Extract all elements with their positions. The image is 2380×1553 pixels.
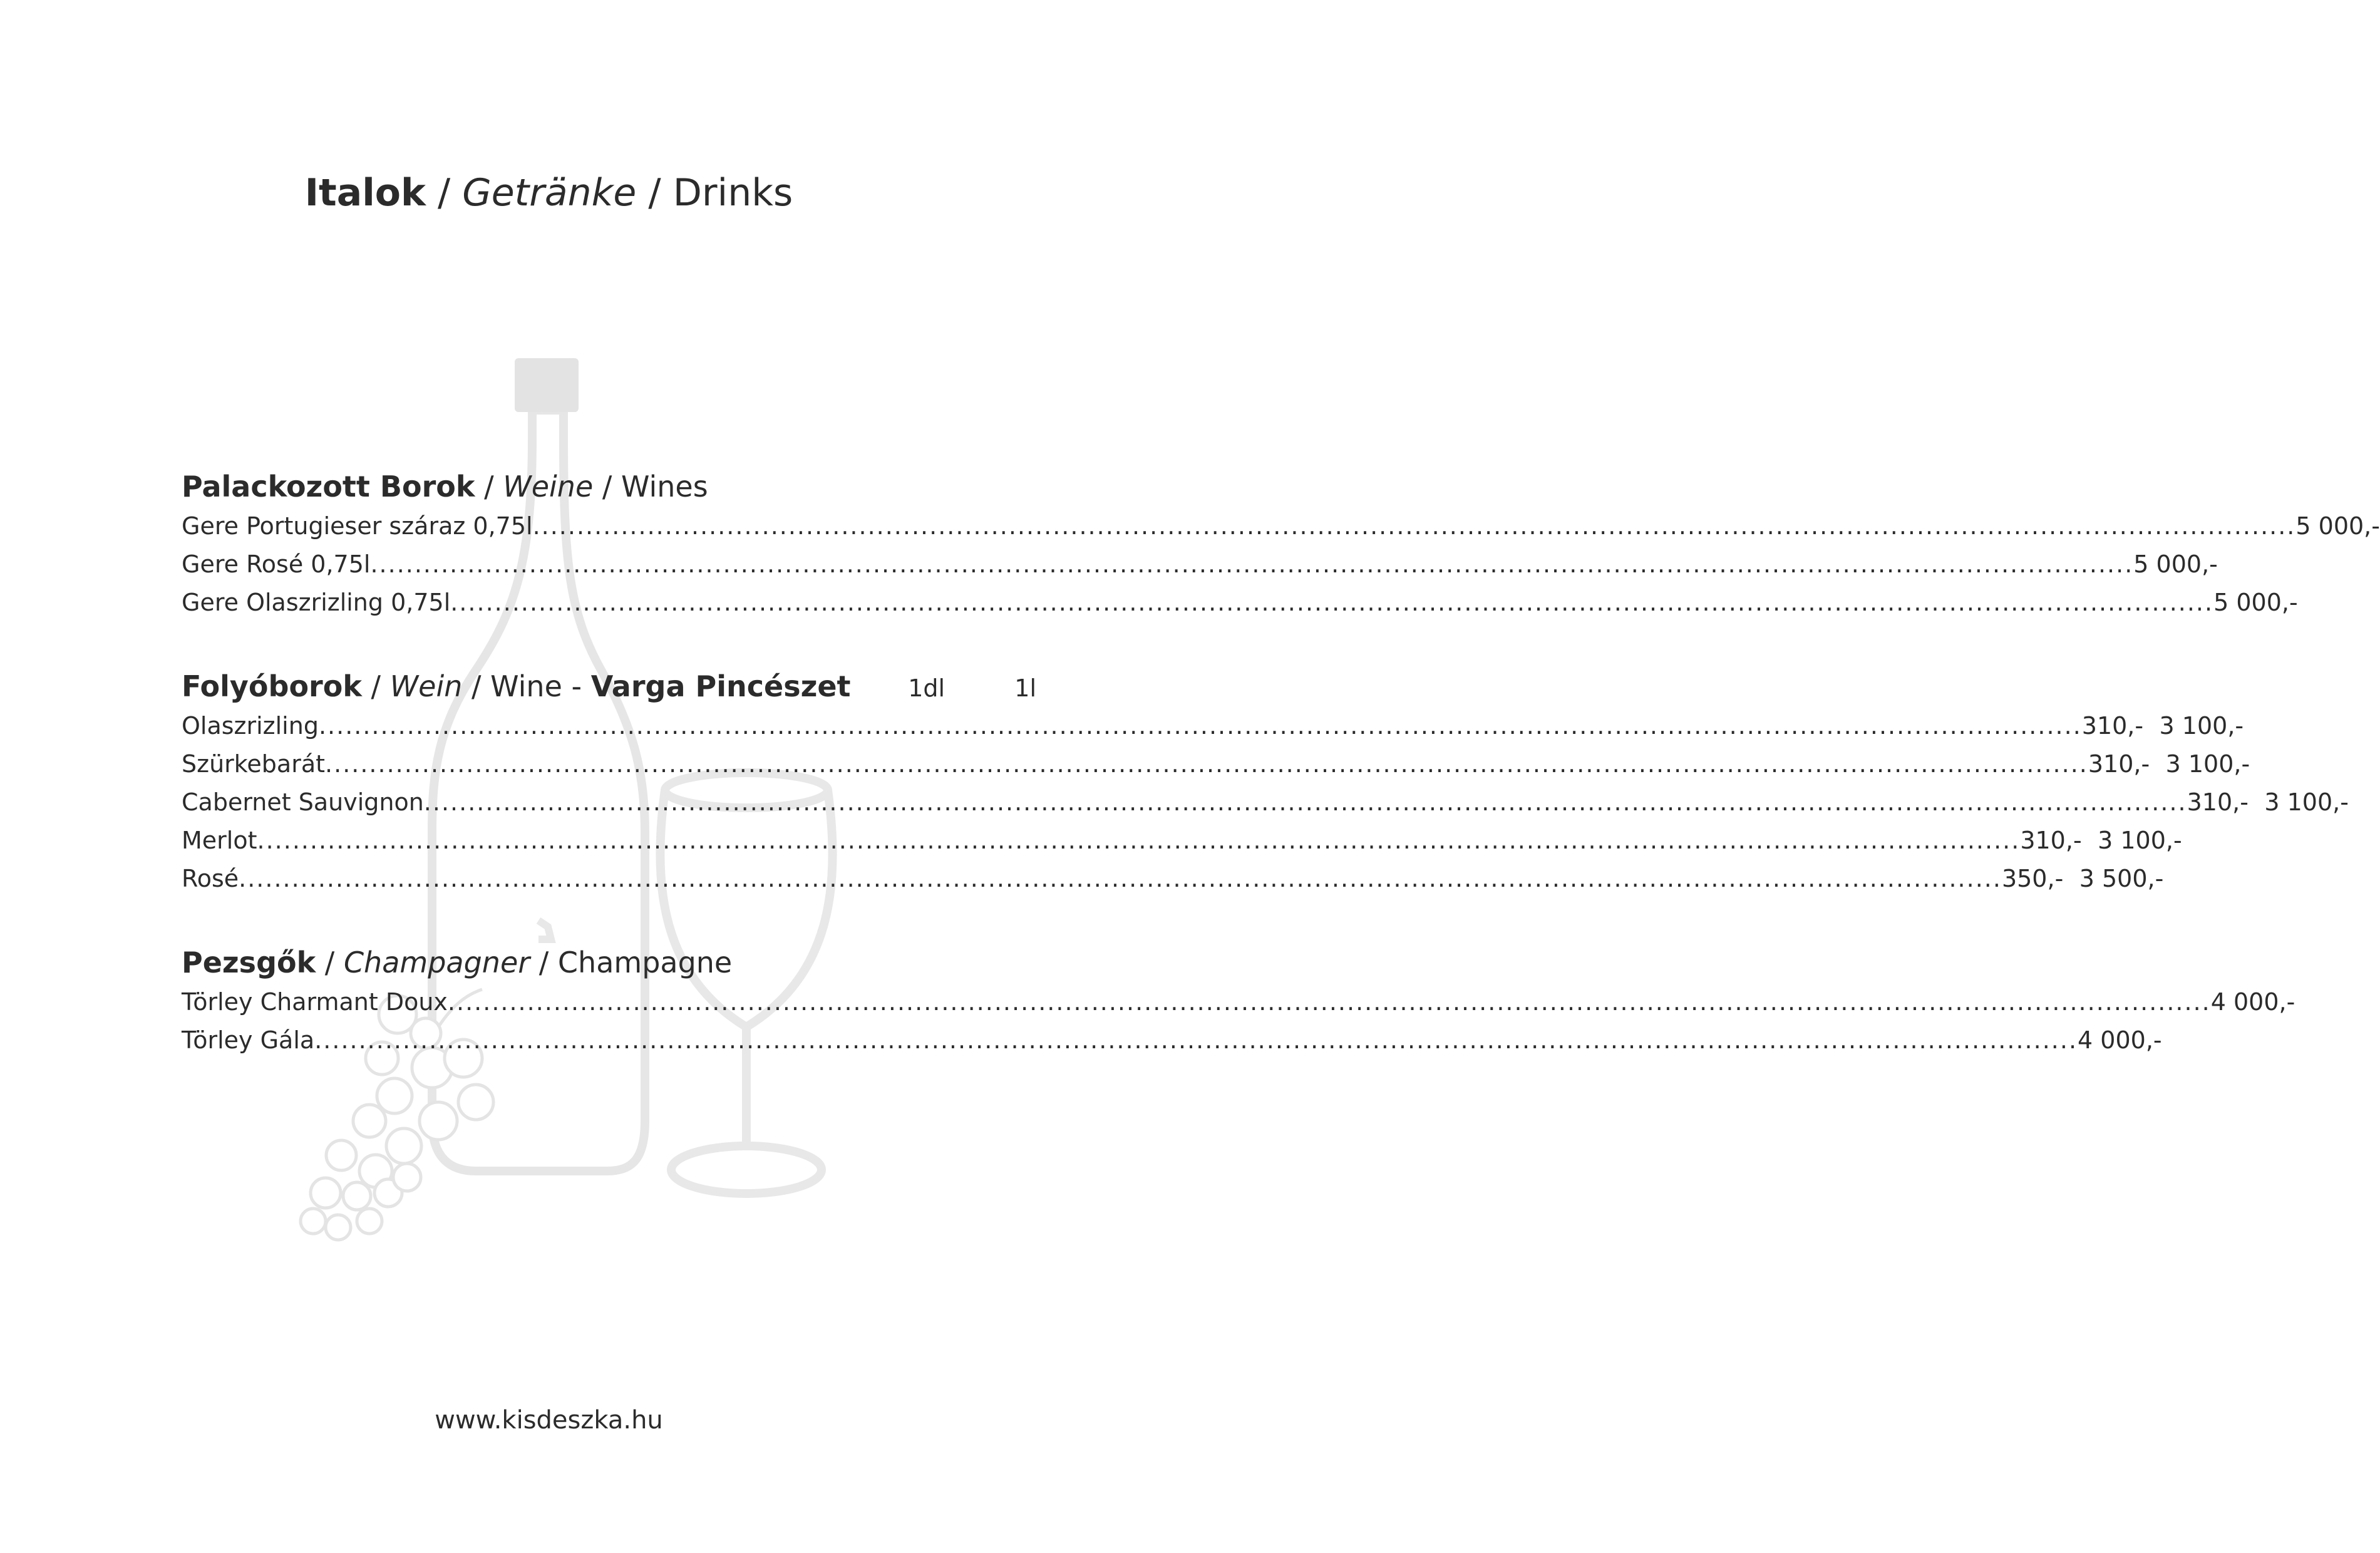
column-header-1dl: 1dl [908, 674, 945, 702]
menu-item [182, 712, 2244, 750]
section-heading [182, 946, 1036, 988]
item-price-1l: 3 100,- [2098, 827, 2182, 854]
menu-item [182, 550, 2218, 589]
heading-separator: / [462, 669, 491, 703]
item-name: Törley Gála [182, 1026, 315, 1054]
item-price: 5 000,- [2213, 589, 2298, 616]
section-bottled-wines [182, 470, 2380, 627]
dot-leader: ........................................................................................................................................................................................................ [314, 1026, 2078, 1054]
item-name: Merlot [182, 827, 257, 854]
heading-german: Weine [503, 470, 594, 503]
menu-item [182, 589, 2298, 627]
item-name: Cabernet Sauvignon [182, 788, 424, 816]
website-url[interactable]: www.kisdeszka.hu [435, 1406, 663, 1435]
section-heading [182, 669, 1036, 712]
title-german: Getränke [462, 171, 637, 215]
heading-text [182, 946, 1036, 979]
section-heading [182, 470, 1036, 512]
dot-leader: ........................................................................................................................................................................................................ [370, 550, 2134, 578]
heading-hungarian: Palackozott Borok [182, 470, 475, 503]
menu-item [182, 865, 2164, 903]
dot-leader: ........................................................................................................................................................................................................ [532, 512, 2296, 540]
title-english: Drinks [672, 171, 793, 215]
menu-item [182, 750, 2250, 788]
page-title [0, 171, 1098, 215]
menu-item [182, 788, 2349, 827]
item-name: Gere Olaszrizling 0,75l [182, 589, 451, 616]
dot-leader: ........................................................................................................................................................................................................ [325, 750, 2088, 778]
heading-english: Champagne [557, 946, 733, 979]
heading-english: Wines [621, 470, 708, 503]
item-price-1l: 3 500,- [2079, 865, 2164, 892]
item-price: 4 000,- [2078, 1026, 2162, 1054]
title-hungarian: Italok [304, 171, 426, 215]
heading-german: Champagner [343, 946, 530, 979]
menu-item [182, 1026, 2162, 1065]
title-separator: / [636, 171, 673, 215]
dot-leader: ........................................................................................................................................................................................................ [318, 712, 2082, 740]
item-price-1dl: 310,- [2088, 750, 2150, 778]
item-name: Rosé [182, 865, 239, 892]
menu-item [182, 512, 2380, 550]
dot-leader: ........................................................................................................................................................................................................ [447, 988, 2211, 1016]
item-price-1dl: 310,- [2187, 788, 2249, 816]
heading-winery: Varga Pincészet [590, 669, 851, 703]
item-price-1l: 3 100,- [2264, 788, 2349, 816]
title-separator: / [425, 171, 463, 215]
dot-leader: ........................................................................................................................................................................................................ [450, 589, 2214, 616]
heading-separator: / [316, 946, 344, 979]
item-price: 5 000,- [2295, 512, 2380, 540]
heading-separator: / [475, 470, 503, 503]
drinks-menu [182, 470, 2380, 1107]
menu-item [182, 827, 2182, 865]
item-price-1dl: 310,- [2081, 712, 2144, 740]
section-draught-wines [182, 669, 2349, 903]
item-name: Törley Charmant Doux [182, 988, 448, 1016]
heading-hungarian: Pezsgők [182, 946, 316, 979]
heading-hungarian: Folyóborok [182, 669, 362, 703]
section-sparkling-wines [182, 946, 2295, 1065]
dot-leader: ........................................................................................................................................................................................................ [239, 865, 2002, 892]
heading-separator: / [530, 946, 558, 979]
heading-separator: / [361, 669, 390, 703]
menu-item [182, 988, 2295, 1026]
item-price-1l: 3 100,- [2159, 712, 2244, 740]
item-name: Szürkebarát [182, 750, 326, 778]
heading-text [182, 669, 851, 703]
item-price-1dl: 310,- [2020, 827, 2082, 854]
item-price-1l: 3 100,- [2165, 750, 2250, 778]
item-price: 4 000,- [2210, 988, 2295, 1016]
item-price: 5 000,- [2133, 550, 2218, 578]
column-header-1l: 1l [1014, 674, 1036, 702]
item-price-1dl: 350,- [2001, 865, 2064, 892]
item-name: Olaszrizling [182, 712, 319, 740]
item-name: Gere Rosé 0,75l [182, 550, 371, 578]
bottle-cork [515, 358, 579, 412]
heading-separator: / [593, 470, 621, 503]
item-name: Gere Portugieser száraz 0,75l [182, 512, 533, 540]
dot-leader: ........................................................................................................................................................................................................ [257, 827, 2021, 854]
heading-german: Wein [389, 669, 463, 703]
heading-text [182, 470, 1036, 503]
dot-leader: ........................................................................................................................................................................................................ [423, 788, 2187, 816]
heading-english: Wine - [490, 669, 591, 703]
